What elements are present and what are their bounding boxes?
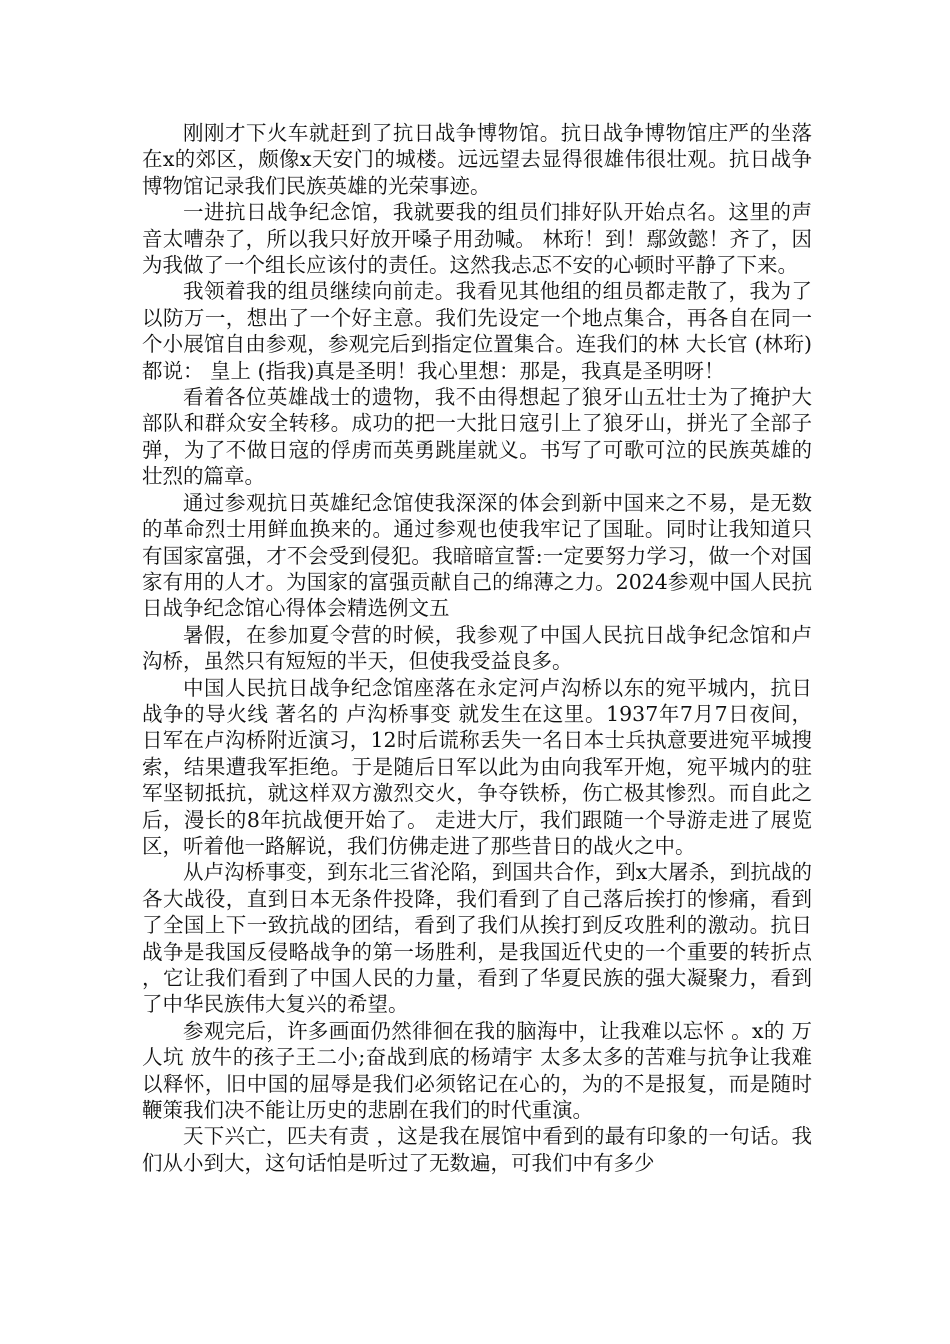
paragraph-8: 从卢沟桥事变，到东北三省沦陷，到国共合作，到x大屠杀，到抗战的各大战役，直到日本无条件投降，我们看到了自己落后挨打的惨痛，看到了全国上下一致抗战的团结，看到了我们从挨打到反攻胜利的激动。抗日战争是我国反侵略战争的第一场胜利，是我国近代史的一个重要的转折点，它让我们看到了中国人民的力量，看到了华夏民族的强大凝聚力，看到了中华民族伟大复兴的希望。 xyxy=(142,860,812,1017)
paragraph-3: 我领着我的组员继续向前走。我看见其他组的组员都走散了，我为了以防万一，想出了一个好主意。我们先设定一个地点集合，再各自在同一个小展馆自由参观，参观完后到指定位置集合。连我们的林 大长官 (林珩)都说： 皇上 (指我)真是圣明！我心里想：那是，我真是圣明呀！ xyxy=(142,279,812,383)
paragraph-6: 暑假，在参加夏令营的时候，我参观了中国人民抗日战争纪念馆和卢沟桥，虽然只有短短的半天，但使我受益良多。 xyxy=(142,622,812,674)
paragraph-4: 看着各位英雄战士的遗物，我不由得想起了狼牙山五壮士为了掩护大部队和群众安全转移。成功的把一大批日寇引上了狼牙山，拼光了全部子弹，为了不做日寇的俘虏而英勇跳崖就义。书写了可歌可泣的民族英雄的壮烈的篇章。 xyxy=(142,385,812,489)
paragraph-1: 刚刚才下火车就赶到了抗日战争博物馆。抗日战争博物馆庄严的坐落在x的郊区，颇像x天安门的城楼。远远望去显得很雄伟很壮观。抗日战争博物馆记录我们民族英雄的光荣事迹。 xyxy=(142,121,812,198)
paragraph-9: 参观完后，许多画面仍然徘徊在我的脑海中，让我难以忘怀 。x的 万人坑 放牛的孩子王二小;奋战到底的杨靖宇 太多太多的苦难与抗争让我难以释怀，旧中国的屈辱是我们必须铭记在心的，为的不是报复，而是随时鞭策我们决不能让历史的悲剧在我们的时代重演。 xyxy=(142,1018,812,1123)
paragraph-5: 通过参观抗日英雄纪念馆使我深深的体会到新中国来之不易，是无数的革命烈士用鲜血换来的。通过参观也使我牢记了国耻。同时让我知道只有国家富强，才不会受到侵犯。我暗暗宣誓:一定要努力学习，做一个对国家有用的人才。为国家的富强贡献自己的绵薄之力。2024参观中国人民抗日战争纪念馆心得体会精选例文五 xyxy=(142,490,812,621)
document-body xyxy=(142,120,812,1176)
paragraph-10: 天下兴亡，匹夫有责 ，这是我在展馆中看到的最有印象的一句话。我们从小到大，这句话怕是听过了无数遍，可我们中有多少 xyxy=(142,1124,812,1175)
paragraph-7: 中国人民抗日战争纪念馆座落在永定河卢沟桥以东的宛平城内，抗日战争的导火线 著名的 卢沟桥事变 就发生在这里。1937年7月7日夜间，日军在卢沟桥附近演习，12时后谎称丢失一名日本士兵执意要进宛平城搜索，结果遭我军拒绝。于是随后日军以此为由向我军开炮，宛平城内的驻军坚韧抵抗，就这样双方激烈交火，争夺铁桥，伤亡极其惨烈。而自此之后，漫长的8年抗战便开始了。 走进大厅，我们跟随一个导游走进了展览区，听着他一路解说，我们仿佛走进了那些昔日的战火之中。 xyxy=(142,675,812,858)
paragraph-2: 一进抗日战争纪念馆，我就要我的组员们排好队开始点名。这里的声音太嘈杂了，所以我只好放开嗓子用劲喊。 林珩！到！鄢敛懿！齐了，因为我做了一个组长应该付的责任。这然我忐忑不安的心顿时平静了下来。 xyxy=(142,200,812,278)
